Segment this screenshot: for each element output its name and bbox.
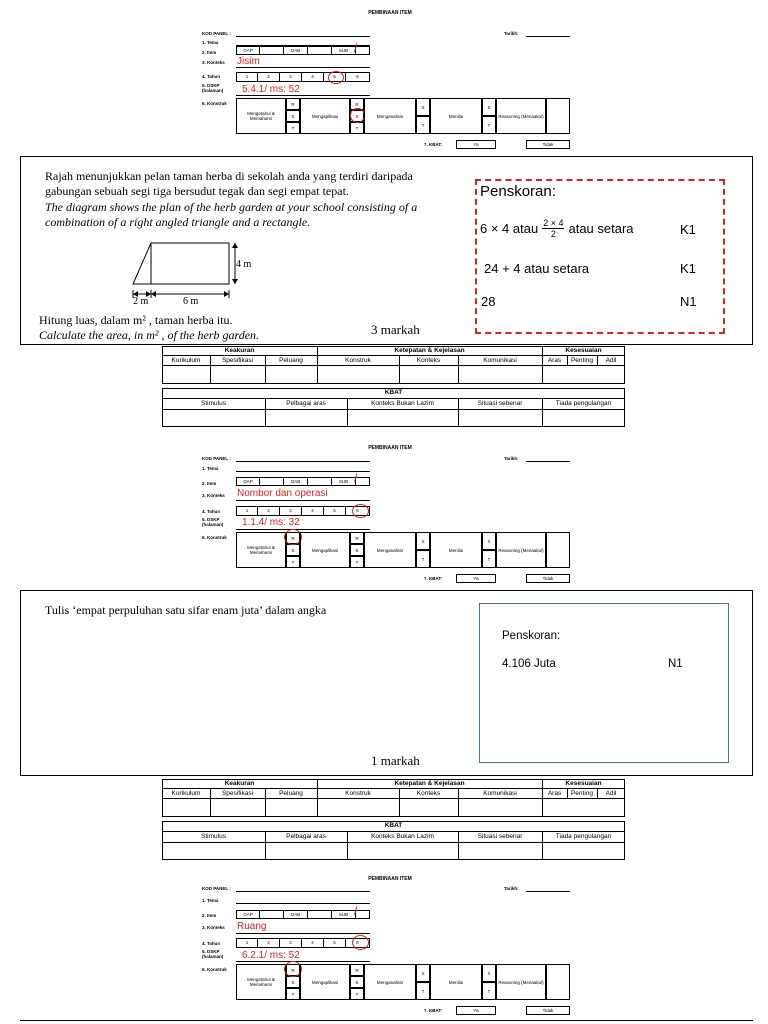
item-oap: OAP [236, 910, 260, 919]
tarikh-label: Tarikh: [504, 31, 519, 36]
konstruk-label: 6. Konstruk [202, 967, 227, 972]
k-tiada: Tiada pengulangan [555, 833, 612, 840]
year-4: 4 [302, 938, 324, 948]
kbat-tidak: Tidak [526, 1006, 570, 1015]
kbat-title: KBAT [384, 822, 403, 829]
item-sub-box [356, 46, 370, 55]
year-6: 6 [346, 72, 370, 82]
item-oap: OAP [236, 46, 260, 55]
year-circle [352, 504, 369, 518]
rubric-1 [162, 346, 625, 428]
kod-panel-line [236, 891, 370, 892]
score-title: Penskoran: [480, 183, 556, 200]
year-5: 5 [324, 506, 346, 516]
kbat-title: KBAT [384, 389, 403, 396]
col-adil: Adil [605, 357, 617, 364]
tahun-label: 4. Tahun [202, 74, 221, 79]
col-kurikulum: Kurikulum [171, 790, 201, 797]
level-r: R [286, 964, 300, 976]
level-r: R [286, 532, 300, 544]
level-s: S [416, 98, 430, 116]
kbat-label: 7. KBAT: [424, 1008, 443, 1013]
level-r: R [350, 532, 364, 544]
year-1: 1 [236, 72, 258, 82]
question-1-box [20, 156, 753, 345]
konstruk-label: 6. Konstruk [202, 101, 227, 106]
col-penting: Penting [570, 357, 594, 364]
item-oab: OAB [284, 910, 308, 919]
konteks-line [236, 500, 370, 501]
construct-know: Mengetahui & Memahami [236, 964, 286, 1000]
level-s: S [416, 964, 430, 982]
question-1-text-en: The diagram shows the plan of the herb garden at your school consisting of a combination of a right angled triangle and a rectangle. [45, 200, 418, 229]
item-label: 2. Item [202, 50, 217, 55]
konteks-value: Nombor dan operasi [237, 488, 328, 499]
kbat-ya: Ya [456, 140, 496, 149]
construct-apply: Mengaplikasi [300, 98, 350, 134]
item-oap: OAP [236, 477, 260, 486]
year-3: 3 [280, 72, 302, 82]
tarikh-label: Tarikh: [504, 886, 519, 891]
item-label: 2. Item [202, 481, 217, 486]
scoring-box-1 [475, 179, 725, 334]
group-ketepatan: Ketepatan & Kejelasan [394, 347, 465, 354]
tema-line [236, 471, 370, 472]
dskp-value: 5.4.1/ ms: 52 [242, 84, 300, 95]
item-form-1 [200, 10, 580, 152]
year-1: 1 [236, 938, 258, 948]
score-row-3-mark: N1 [680, 294, 697, 309]
col-kurikulum: Kurikulum [171, 357, 201, 364]
k-situasi: Situasi sebenar [477, 400, 523, 407]
item-sub: SUB [332, 46, 356, 55]
dskp-value: 1.1.4/ ms: 32 [242, 517, 300, 528]
year-5: 5 [324, 72, 346, 82]
col-peluang: Peluang [279, 357, 303, 364]
item-oap-blank [260, 46, 284, 55]
year-3: 3 [280, 938, 302, 948]
construct-know: Mengetahui & Memahami [236, 98, 286, 134]
dskp-line [236, 95, 370, 96]
construct-apply: Mengaplikasi [300, 532, 350, 568]
construct-blank [546, 98, 570, 134]
kbat-label: 7. KBAT: [424, 142, 443, 147]
question-1-marks: 3 markah [371, 322, 420, 337]
construct-analyse: Menganalisis [364, 532, 416, 568]
triangle-shape [133, 243, 151, 284]
score-row-2-mark: K1 [680, 261, 696, 276]
tema-label: 1. Tema [202, 898, 219, 903]
kod-panel-line [236, 36, 370, 37]
score-row-1-mark: K1 [680, 222, 696, 237]
rubric-2 [162, 779, 625, 861]
dimension-base2-label: 6 m [183, 296, 199, 307]
konteks-label: 3. Konteks [202, 60, 225, 65]
fraction: 2 × 4 2 [543, 218, 564, 239]
konteks-value: Ruang [237, 921, 267, 932]
level-t: T [350, 988, 364, 1000]
item-oap-blank [260, 910, 284, 919]
item-oab: OAB [284, 46, 308, 55]
kbat-ya: Ya [456, 1006, 496, 1015]
tarikh-line [526, 891, 570, 892]
col-spesifikasi: Spesifikasi [221, 357, 254, 364]
halaman-label: (halaman) [202, 522, 224, 527]
question-1-prompt-ms: Hitung luas, dalam m² , taman herba itu. [39, 313, 233, 327]
col-aras: Aras [547, 790, 562, 797]
year-5: 5 [324, 938, 346, 948]
year-circle [328, 71, 344, 84]
group-ketepatan: Ketepatan & Kejelasan [394, 780, 465, 787]
konteks-label: 3. Konteks [202, 493, 225, 498]
item-oab-blank [308, 46, 332, 55]
next-question-top-border [20, 1020, 753, 1021]
k-stimulus: Stimulus [201, 400, 226, 407]
construct-reasoning: Reasoning (Menaakul) [496, 98, 546, 134]
level-s: S [350, 544, 364, 556]
year-circle [352, 935, 369, 950]
dskp-label: 5. DSKP [202, 517, 220, 522]
construct-reasoning: Reasoning (Menaakul) [496, 532, 546, 568]
group-kesesuaian: Kesesuaian [565, 347, 602, 354]
question-1-prompt-en: Calculate the area, in m² , of the herb garden. [39, 328, 260, 342]
level-circle [350, 108, 365, 123]
question-2-box [20, 590, 753, 776]
dskp-label: 5. DSKP [202, 83, 220, 88]
scoring-box-2 [479, 603, 729, 763]
year-4: 4 [302, 72, 324, 82]
tema-label: 1. Tema [202, 466, 219, 471]
level-s: S [350, 976, 364, 988]
col-adil: Adil [605, 790, 617, 797]
halaman-label: (halaman) [202, 954, 224, 959]
form-title: PEMBINAAN ITEM [368, 445, 412, 451]
level-s: S [286, 110, 300, 122]
question-2-marks: 1 markah [371, 753, 420, 768]
item-oap-blank [260, 477, 284, 486]
col-spesifikasi: Spesifikasi [221, 790, 254, 797]
konteks-line [236, 67, 370, 68]
tarikh-label: Tarikh: [504, 456, 519, 461]
k-bukan-lazim: Konteks Bukan Lazim [371, 833, 434, 840]
score-answer-mark: N1 [668, 658, 683, 670]
year-2: 2 [258, 938, 280, 948]
group-kesesuaian: Kesesuaian [565, 780, 602, 787]
level-s: S [416, 532, 430, 550]
group-keakuran: Keakuran [224, 780, 255, 787]
level-t: T [482, 116, 496, 134]
score-row-1: 6 × 4 atau 2 × 4 2 atau setara [480, 218, 634, 239]
item-sub-mark: / [354, 471, 358, 485]
col-konteks: Konteks [416, 357, 441, 364]
tarikh-line [526, 461, 570, 462]
level-t: T [416, 550, 430, 568]
score-row-2: 24 + 4 atau setara [484, 261, 590, 276]
construct-know: Mengetahui & Memahami [236, 532, 286, 568]
dimension-height-label: 4 m [236, 259, 252, 270]
tema-line [236, 903, 370, 904]
year-3: 3 [280, 506, 302, 516]
score-row-3: 28 [481, 294, 496, 309]
k-tiada: Tiada pengulangan [555, 400, 612, 407]
level-t: T [482, 550, 496, 568]
year-6: 6 [346, 506, 370, 516]
item-oab-blank [308, 477, 332, 486]
construct-evaluate: Menilai [430, 98, 482, 134]
tahun-label: 4. Tahun [202, 941, 221, 946]
kod-panel-label: KOD PANEL : [202, 31, 231, 36]
item-sub-mark: / [354, 41, 358, 55]
level-t: T [286, 988, 300, 1000]
score-title: Penskoran: [502, 630, 561, 642]
kbat-label: 7. KBAT: [424, 576, 443, 581]
kod-panel-label: KOD PANEL : [202, 886, 231, 891]
level-t: T [350, 556, 364, 568]
level-r: R [286, 98, 300, 110]
dimension-base1-label: 2 m [133, 296, 149, 307]
item-sub-box [356, 477, 370, 486]
level-r: R [350, 964, 364, 976]
construct-evaluate: Menilai [430, 964, 482, 1000]
col-aras: Aras [547, 357, 562, 364]
item-oab: OAB [284, 477, 308, 486]
item-label: 2. Item [202, 913, 217, 918]
construct-blank [546, 532, 570, 568]
item-oab-blank [308, 910, 332, 919]
construct-apply: Mengaplikasi [300, 964, 350, 1000]
construct-analyse: Menganalisis [364, 98, 416, 134]
year-2: 2 [258, 506, 280, 516]
k-pelbagai: Pelbagai aras [286, 833, 326, 840]
col-peluang: Peluang [279, 790, 303, 797]
item-sub: SUB [332, 477, 356, 486]
level-t: T [350, 122, 364, 134]
item-form-2 [200, 445, 580, 587]
k-situasi: Situasi sebenar [477, 833, 523, 840]
dskp-line [236, 961, 370, 962]
col-penting: Penting [570, 790, 594, 797]
rectangle-shape [151, 243, 229, 284]
construct-blank [546, 964, 570, 1000]
item-form-3 [200, 876, 580, 1018]
halaman-label: (halaman) [202, 88, 224, 93]
col-konteks: Konteks [416, 790, 441, 797]
dskp-value: 6.2.1/ ms: 52 [242, 950, 300, 961]
construct-analyse: Menganalisis [364, 964, 416, 1000]
level-s: S [482, 532, 496, 550]
item-sub: SUB [332, 910, 356, 919]
level-t: T [286, 122, 300, 134]
form-title: PEMBINAAN ITEM [368, 10, 412, 16]
dskp-label: 5. DSKP [202, 949, 220, 954]
level-s: S [482, 964, 496, 982]
level-t: T [286, 556, 300, 568]
level-t: T [482, 982, 496, 1000]
konstruk-label: 6. Konstruk [202, 535, 227, 540]
col-konstruk: Konstruk [345, 357, 371, 364]
kod-panel-label: KOD PANEL : [202, 456, 231, 461]
konteks-value: Jisim [237, 56, 260, 67]
level-s: S [482, 98, 496, 116]
konteks-line [236, 933, 370, 934]
group-keakuran: Keakuran [224, 347, 255, 354]
prompt-emphasis: herb garden [197, 328, 257, 342]
level-r: R [350, 98, 364, 110]
form-title: PEMBINAAN ITEM [368, 876, 412, 882]
level-t: T [416, 982, 430, 1000]
kbat-tidak: Tidak [526, 140, 570, 149]
col-komunikasi: Komunikasi [483, 357, 517, 364]
year-4: 4 [302, 506, 324, 516]
konteks-label: 3. Konteks [202, 925, 225, 930]
kbat-ya: Ya [456, 574, 496, 583]
year-1: 1 [236, 506, 258, 516]
k-bukan-lazim: Konteks Bukan Lazim [371, 400, 434, 407]
tarikh-line [526, 36, 570, 37]
kod-panel-line [236, 461, 370, 462]
question-2-text: Tulis ‘empat perpuluhan satu sifar enam juta’ dalam angka [45, 603, 327, 617]
item-sub-mark: / [354, 904, 358, 918]
level-s: S [286, 544, 300, 556]
level-s: S [350, 110, 364, 122]
item-sub-box [356, 910, 370, 919]
k-stimulus: Stimulus [201, 833, 226, 840]
tahun-label: 4. Tahun [202, 509, 221, 514]
year-2: 2 [258, 72, 280, 82]
level-t: T [416, 116, 430, 134]
k-pelbagai: Pelbagai aras [286, 400, 326, 407]
score-answer: 4.106 Juta [502, 658, 556, 670]
kbat-tidak: Tidak [526, 574, 570, 583]
col-konstruk: Konstruk [345, 790, 371, 797]
year-6: 6 [346, 938, 370, 948]
question-1-text-ms: Rajah menunjukkan pelan taman herba di sekolah anda yang terdiri daripada gabungan sebuah segi tiga bersudut tegak dan segi empat tepat. [45, 169, 413, 198]
col-komunikasi: Komunikasi [483, 790, 517, 797]
level-s: S [286, 976, 300, 988]
dskp-line [236, 529, 370, 530]
tema-label: 1. Tema [202, 40, 219, 45]
construct-reasoning: Reasoning (Menaakul) [496, 964, 546, 1000]
construct-evaluate: Menilai [430, 532, 482, 568]
